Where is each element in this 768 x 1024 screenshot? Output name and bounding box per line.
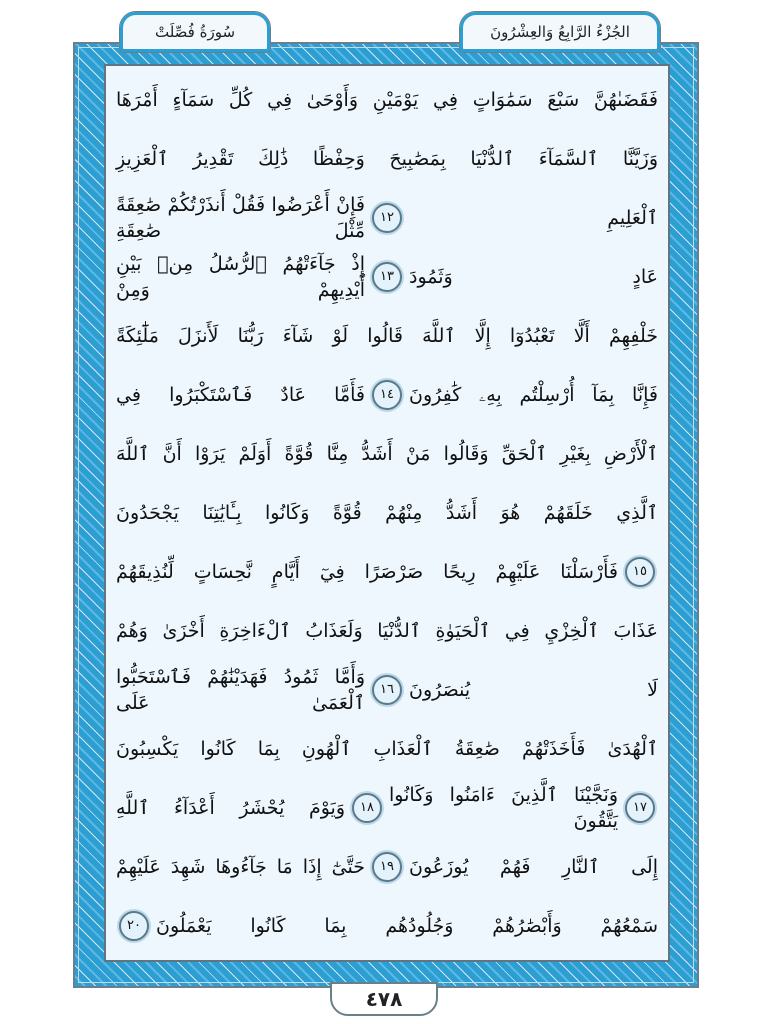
verse-text: فَأَمَّا عَادٌ فَٱسْتَكْبَرُوا فِي	[116, 383, 365, 406]
text-line	[116, 660, 658, 719]
text-line	[116, 306, 658, 365]
verse-text: وَأَمَّا ثَمُودُ فَهَدَيْنَٰهُمْ فَٱسْتَحَبُّوا ٱلْعَمَىٰ عَلَى	[116, 665, 365, 714]
verse-text: سَمْعُهُمْ وَأَبْصَٰرُهُمْ وَجُلُودُهُم بِمَا كَانُوا يَعْمَلُونَ	[156, 914, 658, 937]
text-line	[116, 188, 658, 247]
quran-text	[116, 70, 658, 955]
text-line	[116, 542, 658, 601]
verse-text: عَادٍ وَثَمُودَ	[409, 265, 658, 288]
ayah-number-marker: ١٦	[372, 675, 402, 705]
surah-header	[120, 12, 270, 52]
verse-text: ٱلَّذِي خَلَقَهُمْ هُوَ أَشَدُّ مِنْهُمْ قُوَّةً وَكَانُوا بِـَٔايَٰتِنَا يَجْحَدُونَ	[116, 501, 658, 524]
verse-text: خَلْفِهِمْ أَلَّا تَعْبُدُوٓا إِلَّا ٱللَّهَ قَالُوا لَوْ شَآءَ رَبُّنَا لَأَنزَلَ مَلَٰٓئِكَةً	[116, 324, 658, 347]
ayah-number-marker: ١٢	[372, 203, 402, 233]
juz-title: الجُزْءُ الرَّابِعُ وَالعِشْرُونَ	[490, 23, 630, 41]
verse-text: حَتَّىٰٓ إِذَا مَا جَآءُوهَا شَهِدَ عَلَيْهِمْ	[116, 855, 365, 878]
verse-text: لَا يُنصَرُونَ	[409, 678, 658, 701]
ayah-number-marker: ١٧	[625, 793, 655, 823]
text-line	[116, 70, 658, 129]
text-line	[116, 129, 658, 188]
juz-header	[460, 12, 660, 52]
text-line	[116, 483, 658, 542]
verse-text: فَإِنَّا بِمَآ أُرْسِلْتُم بِهِۦ كَٰفِرُونَ	[409, 383, 658, 406]
verse-text: عَذَابَ ٱلْخِزْيِ فِي ٱلْحَيَوٰةِ ٱلدُّنْيَا وَلَعَذَابُ ٱلْءَاخِرَةِ أَخْزَىٰ وَهُمْ	[116, 619, 658, 642]
verse-text: ٱلْهُدَىٰ فَأَخَذَتْهُمْ صَٰعِقَةُ ٱلْعَذَابِ ٱلْهُونِ بِمَا كَانُوا يَكْسِبُونَ	[116, 737, 658, 760]
verse-text: وَزَيَّنَّا ٱلسَّمَآءَ ٱلدُّنْيَا بِمَصَٰبِيحَ وَحِفْظًا ذَٰلِكَ تَقْدِيرُ ٱلْعَزِيزِ	[116, 147, 658, 170]
verse-text: وَنَجَّيْنَا ٱلَّذِينَ ءَامَنُوا وَكَانُوا يَتَّقُونَ	[389, 783, 618, 832]
text-line	[116, 424, 658, 483]
text-line	[116, 778, 658, 837]
surah-title: سُورَةُ فُصِّلَتْ	[154, 23, 236, 41]
ayah-number-marker: ١٤	[372, 380, 402, 410]
verse-text: فَإِنْ أَعْرَضُوا فَقُلْ أَنذَرْتُكُمْ صَٰعِقَةً مِّثْلَ صَٰعِقَةِ	[116, 193, 365, 242]
text-line	[116, 247, 658, 306]
text-line	[116, 896, 658, 955]
ayah-number-marker: ٢٠	[119, 911, 149, 941]
verse-text: وَيَوْمَ يُحْشَرُ أَعْدَآءُ ٱللَّهِ	[116, 796, 345, 819]
text-line	[116, 719, 658, 778]
verse-text: ٱلْعَلِيمِ	[607, 206, 658, 229]
ayah-number-marker: ١٥	[625, 557, 655, 587]
text-line	[116, 837, 658, 896]
ayah-number-marker: ١٣	[372, 262, 402, 292]
verse-text: ٱلْأَرْضِ بِغَيْرِ ٱلْحَقِّ وَقَالُوا مَنْ أَشَدُّ مِنَّا قُوَّةً أَوَلَمْ يَرَوْا أَنَّ ٱللَّهَ	[116, 442, 658, 465]
text-line	[116, 365, 658, 424]
verse-text: إِذْ جَآءَتْهُمُ ٱلرُّسُلُ مِنۢ بَيْنِ أَيْدِيهِمْ وَمِنْ	[116, 252, 365, 301]
ayah-number-marker: ١٨	[352, 793, 382, 823]
verse-text: فَقَضَىٰهُنَّ سَبْعَ سَمَٰوَاتٍ فِي يَوْمَيْنِ وَأَوْحَىٰ فِي كُلِّ سَمَآءٍ أَمْرَهَا	[116, 88, 658, 111]
verse-text: فَأَرْسَلْنَا عَلَيْهِمْ رِيحًا صَرْصَرًا فِيٓ أَيَّامٍ نَّحِسَاتٍ لِّنُذِيقَهُمْ	[116, 560, 618, 583]
text-line	[116, 601, 658, 660]
verse-text: إِلَى ٱلنَّارِ فَهُمْ يُوزَعُونَ	[409, 855, 658, 878]
page-number: ٤٧٨	[330, 982, 438, 1016]
ayah-number-marker: ١٩	[372, 852, 402, 882]
